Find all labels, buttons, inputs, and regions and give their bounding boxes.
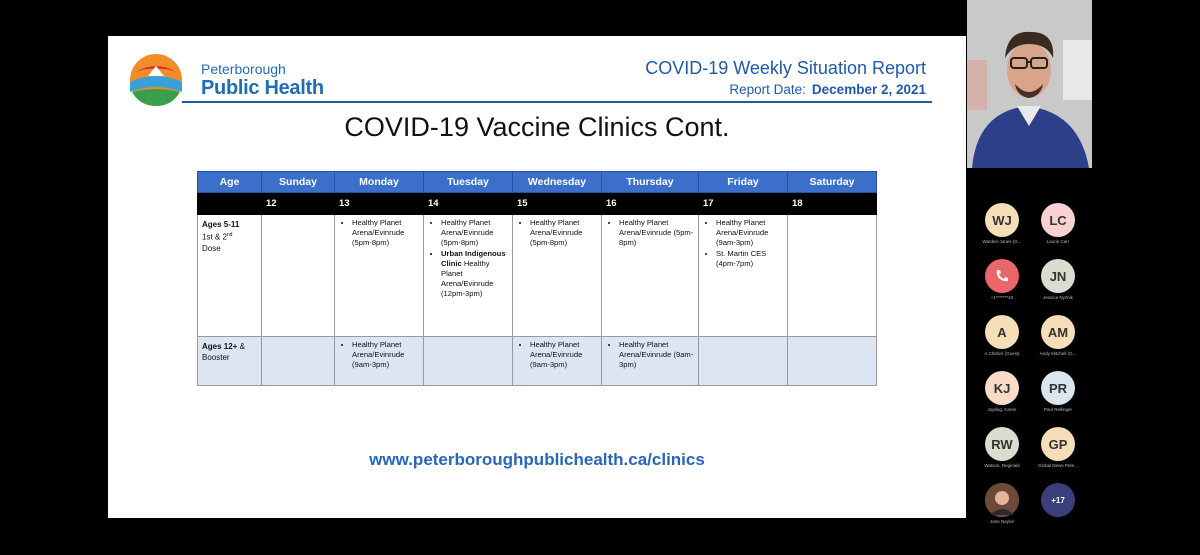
participant-name: Jopling, Karen bbox=[987, 407, 1017, 412]
participant-name: Jane Naylor bbox=[989, 519, 1014, 524]
clinic-entry: • Healthy Planet Arena/Evinrude (9am-3pm) bbox=[352, 340, 421, 370]
peterborough-public-health-logo bbox=[126, 52, 326, 108]
participant-tile[interactable] bbox=[972, 203, 1032, 244]
participant-name: Watson, Reginald bbox=[984, 463, 1020, 468]
avatar: JN bbox=[1041, 259, 1075, 293]
participant-name: A.Chittick (Guest) bbox=[984, 351, 1020, 356]
schedule-cell bbox=[335, 215, 424, 337]
schedule-cell bbox=[424, 337, 513, 386]
clinic-entry: • Healthy Planet Arena/Evinrude (5pm-8pm) bbox=[352, 218, 421, 248]
presenter-video-tile[interactable] bbox=[967, 0, 1092, 168]
schedule-cell bbox=[513, 215, 602, 337]
participant-tile[interactable] bbox=[1028, 259, 1088, 300]
clinic-entry: • Healthy Planet Arena/Evinrude (9am-3pm) bbox=[530, 340, 599, 370]
clinic-entry: • St. Martin CES (4pm-7pm) bbox=[716, 249, 785, 269]
header-cell: Age bbox=[198, 172, 262, 193]
participant-tile[interactable] bbox=[972, 315, 1032, 356]
presentation-slide bbox=[108, 36, 966, 518]
clinic-entry: • Healthy Planet Arena/Evinrude (5pm-8pm) bbox=[530, 218, 599, 248]
date-cell: 17 bbox=[699, 193, 788, 215]
logo-line-1: Peterborough bbox=[201, 61, 286, 77]
report-title: COVID-19 Weekly Situation Report bbox=[645, 58, 926, 78]
schedule-cell bbox=[788, 337, 877, 386]
schedule-cell bbox=[513, 337, 602, 386]
header-cell: Sunday bbox=[262, 172, 335, 193]
participant-tile[interactable] bbox=[972, 427, 1032, 468]
report-date-label: Report Date: bbox=[729, 82, 806, 97]
header-divider bbox=[182, 101, 932, 103]
avatar: A bbox=[985, 315, 1019, 349]
header-cell: Wednesday bbox=[513, 172, 602, 193]
participant-name: Jessica Nyznik bbox=[1043, 295, 1073, 300]
clinic-schedule-table bbox=[197, 171, 877, 386]
participant-name: +1*******40 bbox=[990, 295, 1014, 300]
schedule-cell bbox=[699, 337, 788, 386]
presenter-silhouette-icon bbox=[967, 0, 1092, 168]
clinic-entry: • Healthy Planet Arena/Evinrude (9am-3pm) bbox=[619, 340, 696, 370]
participant-name: Laurie Carr bbox=[1046, 239, 1070, 244]
date-cell: 13 bbox=[335, 193, 424, 215]
clinic-entry-bold: Urban Indigenous Clinic bbox=[441, 249, 506, 268]
avatar: GP bbox=[1041, 427, 1075, 461]
more-participants-badge[interactable]: +17 bbox=[1041, 483, 1075, 517]
schedule-cell bbox=[424, 215, 513, 337]
clinic-entry: • Healthy Planet Arena/Evinrude (5pm-8pm) bbox=[619, 218, 696, 248]
participant-tile[interactable] bbox=[1028, 203, 1088, 244]
table-row bbox=[198, 337, 877, 386]
date-cell: 16 bbox=[602, 193, 699, 215]
participant-tile[interactable] bbox=[1028, 315, 1088, 356]
participant-tile[interactable] bbox=[1028, 371, 1088, 412]
avatar: KJ bbox=[985, 371, 1019, 405]
header-cell: Tuesday bbox=[424, 172, 513, 193]
avatar: PR bbox=[1041, 371, 1075, 405]
clinic-entry-rest: Healthy Planet Arena/Evinrude (12pm-3pm) bbox=[441, 259, 494, 298]
report-date-value: December 2, 2021 bbox=[811, 82, 926, 97]
clinic-entry: • Healthy Planet Arena/Evinrude (5pm-8pm) bbox=[441, 218, 510, 248]
avatar bbox=[985, 483, 1019, 517]
participant-name: Paul Rellinger bbox=[1043, 407, 1072, 412]
date-cell bbox=[198, 193, 262, 215]
logo-mark-icon bbox=[126, 52, 196, 108]
age-group-dose: 1st & 2 bbox=[202, 232, 227, 242]
participant-name: Andy Mitchell (G... bbox=[1039, 351, 1077, 356]
avatar: WJ bbox=[985, 203, 1019, 237]
report-date bbox=[729, 82, 926, 97]
age-group-label bbox=[198, 215, 262, 337]
header-cell: Monday bbox=[335, 172, 424, 193]
avatar: RW bbox=[985, 427, 1019, 461]
table-row bbox=[198, 215, 877, 337]
age-group-bold: Ages 5-11 bbox=[202, 220, 240, 229]
header-cell: Friday bbox=[699, 172, 788, 193]
clinic-entry bbox=[441, 249, 510, 299]
participant-tile[interactable] bbox=[972, 371, 1032, 412]
schedule-cell bbox=[602, 337, 699, 386]
participant-tile[interactable] bbox=[1028, 483, 1088, 517]
logo-line-2: Public Health bbox=[201, 77, 324, 99]
user-photo-icon bbox=[985, 483, 1019, 517]
date-cell: 15 bbox=[513, 193, 602, 215]
clinics-url: www.peterboroughpublichealth.ca/clinics bbox=[369, 450, 705, 469]
date-cell: 12 bbox=[262, 193, 335, 215]
header-cell: Saturday bbox=[788, 172, 877, 193]
slide-title: COVID-19 Vaccine Clinics Cont. bbox=[344, 112, 730, 142]
participant-tile[interactable] bbox=[972, 483, 1032, 524]
header-cell: Thursday bbox=[602, 172, 699, 193]
phone-icon bbox=[994, 268, 1010, 284]
schedule-cell bbox=[262, 337, 335, 386]
date-cell: 14 bbox=[424, 193, 513, 215]
participant-tile[interactable] bbox=[1028, 427, 1088, 468]
avatar: LC bbox=[1041, 203, 1075, 237]
clinic-entry: • Healthy Planet Arena/Evinrude (9am-3pm) bbox=[716, 218, 785, 248]
age-group-bold: Ages 12+ bbox=[202, 342, 238, 351]
schedule-cell bbox=[699, 215, 788, 337]
participant-name: Global News Pete... bbox=[1038, 463, 1078, 468]
age-group-label bbox=[198, 337, 262, 386]
avatar: AM bbox=[1041, 315, 1075, 349]
participant-name: Warden-Jones (G... bbox=[982, 239, 1022, 244]
date-row bbox=[198, 193, 877, 215]
table-header-row bbox=[198, 172, 877, 193]
age-group-rest: & Booster bbox=[202, 342, 245, 362]
schedule-cell bbox=[335, 337, 424, 386]
schedule-cell bbox=[602, 215, 699, 337]
age-group-sup: nd bbox=[226, 232, 233, 238]
age-group-dose-word: Dose bbox=[202, 243, 221, 253]
participant-tile[interactable] bbox=[972, 259, 1032, 300]
date-cell: 18 bbox=[788, 193, 877, 215]
avatar bbox=[985, 259, 1019, 293]
schedule-cell bbox=[788, 215, 877, 337]
schedule-cell bbox=[262, 215, 335, 337]
